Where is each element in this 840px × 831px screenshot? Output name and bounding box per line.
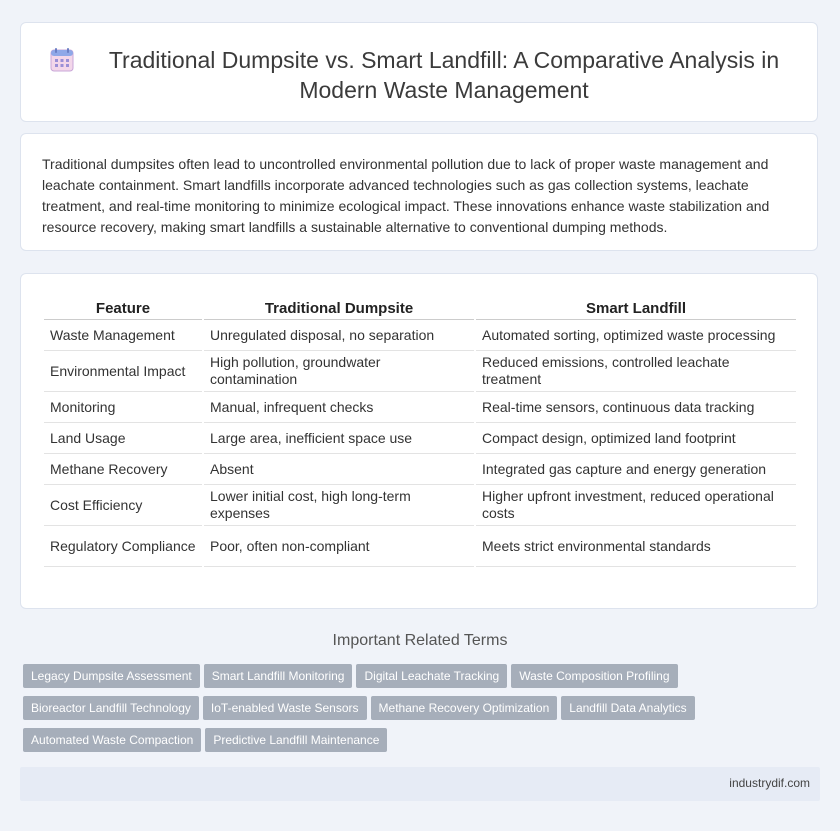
dumpsite-cell: Absent: [204, 454, 474, 485]
table-header-row: [44, 295, 796, 320]
feature-cell: Methane Recovery: [44, 454, 202, 485]
dumpsite-cell: Poor, often non-compliant: [204, 526, 474, 567]
landfill-cell: Integrated gas capture and energy generation: [476, 454, 796, 485]
dumpsite-cell: Lower initial cost, high long-term expenses: [204, 485, 474, 526]
related-term-tag[interactable]: Bioreactor Landfill Technology: [23, 696, 199, 720]
footer: [20, 767, 820, 801]
table-row: [44, 454, 796, 485]
feature-cell: Land Usage: [44, 423, 202, 454]
related-term-tag[interactable]: Automated Waste Compaction: [23, 728, 201, 752]
landfill-cell: Automated sorting, optimized waste processing: [476, 320, 796, 351]
landfill-cell: Reduced emissions, controlled leachate treatment: [476, 351, 796, 392]
landfill-cell: Compact design, optimized land footprint: [476, 423, 796, 454]
table-row: [44, 485, 796, 526]
feature-cell: Environmental Impact: [44, 351, 202, 392]
dumpsite-cell: Unregulated disposal, no separation: [204, 320, 474, 351]
related-term-tag[interactable]: Smart Landfill Monitoring: [204, 664, 353, 688]
table-row: [44, 320, 796, 351]
dumpsite-cell: Manual, infrequent checks: [204, 392, 474, 423]
footer-site-link[interactable]: industrydif.com: [729, 776, 810, 790]
comparison-card: [20, 273, 818, 609]
table-row: [44, 351, 796, 392]
dumpsite-cell: Large area, inefficient space use: [204, 423, 474, 454]
related-terms-heading: Important Related Terms: [332, 632, 508, 649]
comparison-table: [42, 295, 798, 567]
feature-cell: Cost Efficiency: [44, 485, 202, 526]
feature-cell: Waste Management: [44, 320, 202, 351]
title-card: [20, 22, 818, 122]
feature-cell: Regulatory Compliance: [44, 526, 202, 567]
related-term-tag[interactable]: Waste Composition Profiling: [511, 664, 677, 688]
related-term-tag[interactable]: Methane Recovery Optimization: [371, 696, 558, 720]
page-title: Traditional Dumpsite vs. Smart Landfill: A Comparative Analysis in Modern Waste Management: [108, 47, 780, 103]
related-term-tag[interactable]: Landfill Data Analytics: [561, 696, 694, 720]
landfill-cell: Higher upfront investment, reduced operational costs: [476, 485, 796, 526]
table-row: [44, 392, 796, 423]
table-row: [44, 526, 796, 567]
table-row: [44, 423, 796, 454]
related-terms-list: [23, 664, 723, 760]
dumpsite-cell: High pollution, groundwater contamination: [204, 351, 474, 392]
intro-paragraph: Traditional dumpsites often lead to uncontrolled environmental pollution due to lack of proper waste management and leachate containment. Smart landfills incorporate advanced technologies such as gas collection systems, leachate treatment, and real-time monitoring to minimize ecological impact. These innovations enhance waste stabilization and resource recovery, making smart landfills a sustainable alternative to conventional dumping methods.: [42, 156, 770, 235]
header-feature: Feature: [44, 295, 202, 320]
related-term-tag[interactable]: Digital Leachate Tracking: [356, 664, 507, 688]
related-term-tag[interactable]: Legacy Dumpsite Assessment: [23, 664, 200, 688]
header-smart-landfill: Smart Landfill: [476, 295, 796, 320]
feature-cell: Monitoring: [44, 392, 202, 423]
calendar-icon: [49, 47, 75, 73]
related-term-tag[interactable]: Predictive Landfill Maintenance: [205, 728, 387, 752]
landfill-cell: Meets strict environmental standards: [476, 526, 796, 567]
header-traditional-dumpsite: Traditional Dumpsite: [204, 295, 474, 320]
intro-card: [20, 133, 818, 251]
related-term-tag[interactable]: IoT-enabled Waste Sensors: [203, 696, 367, 720]
landfill-cell: Real-time sensors, continuous data tracking: [476, 392, 796, 423]
